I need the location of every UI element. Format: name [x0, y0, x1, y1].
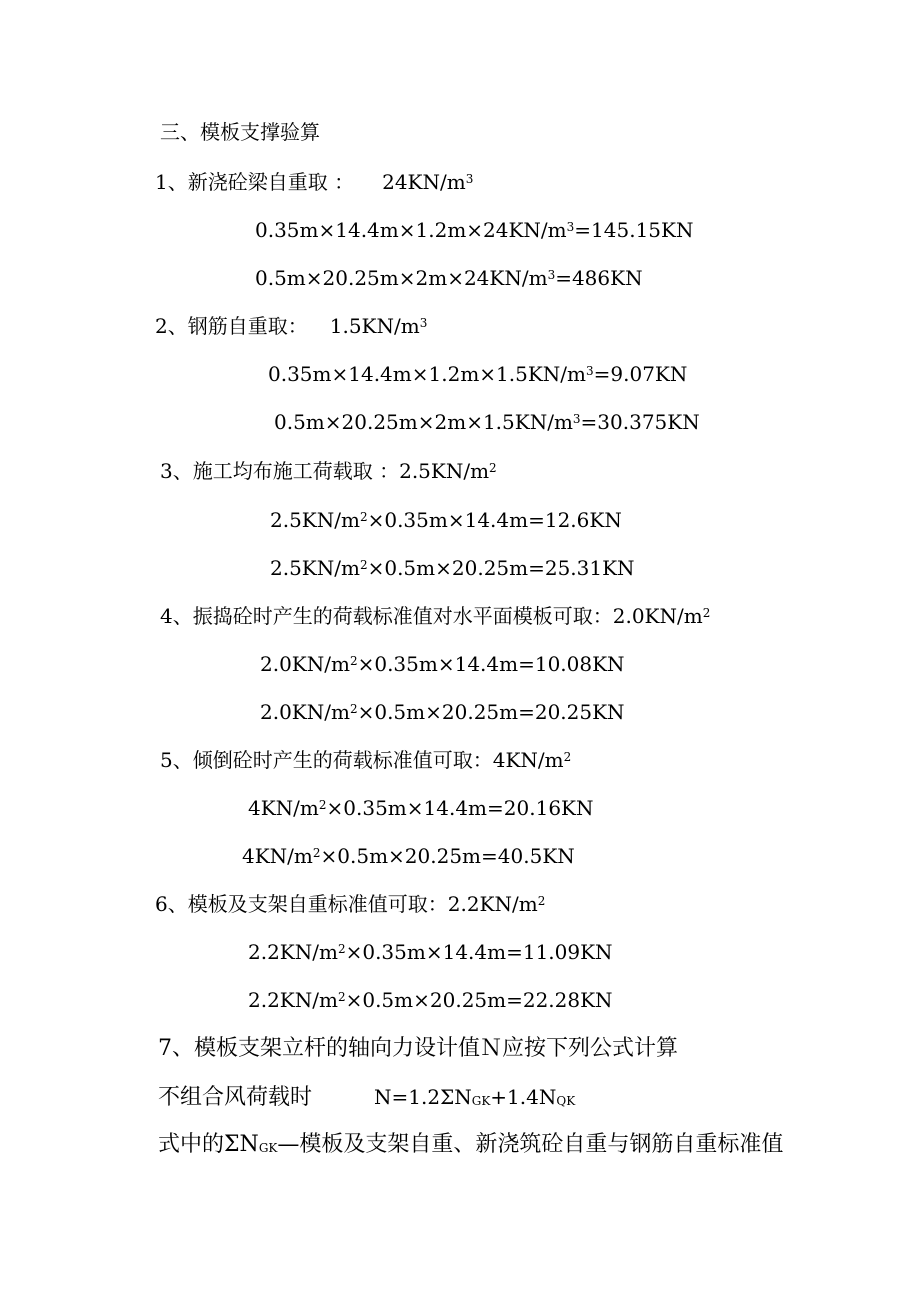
s1-heading: 1、新浇砼梁自重取 ： $24KN/m^3$: [155, 170, 474, 194]
s4-calc-2: $2.0KN/m^2\times 0.5m\times 20.25m=20.25KN$: [260, 700, 625, 724]
formula-label: 不组合风荷载时: [158, 1085, 313, 1110]
s4-calc-1: $2.0KN/m^2\times 0.35m\times 14.4m=10.08KN$: [260, 652, 625, 676]
s1-calc-2: $0.5m\times 20.25m\times 2m\times 24KN/m^3=486KN$: [255, 266, 643, 290]
s6-calc-1: $2.2KN/m^2\times 0.35m\times 14.4m=11.09KN$: [248, 940, 613, 964]
s3-calc-1: $2.5KN/m^2\times 0.35m\times 14.4m=12.6KN$: [270, 508, 622, 532]
s6-calc-2: $2.2KN/m^2\times 0.5m\times 20.25m=22.28KN$: [248, 988, 613, 1012]
s3-heading: 3、施工均布施工荷载取 ：$2.5KN/m^2$: [160, 459, 497, 483]
s5-calc-1: $4KN/m^2\times 0.35m\times 14.4m=20.16KN$: [248, 796, 594, 820]
s7-heading: 7、模板支架立杆的轴向力设计值Ｎ应按下列公式计算: [158, 1036, 678, 1061]
formula-expression: $N=1.2\Sigma N_{GK}+1.4N_{QK}$: [374, 1085, 576, 1109]
s1-calc-1: $0.35m\times 14.4m\times 1.2m\times 24KN/m^3=145.15KN$: [255, 218, 694, 242]
s3-calc-2: $2.5KN/m^2\times 0.5m\times 20.25m=25.31KN$: [270, 556, 635, 580]
definition-line: 式中的$\Sigma N_{GK}—$模板及支架自重、新浇筑砼自重与钢筋自重标准值: [158, 1132, 784, 1157]
s5-heading: 5、倾倒砼时产生的荷载标准值可取：$4KN/m^2$: [160, 748, 572, 772]
s4-heading: 4、振捣砼时产生的荷载标准值对水平面模板可取：$2.0KN/m^2$: [160, 604, 711, 628]
formula-line: [158, 1084, 575, 1111]
s6-heading: 6、模板及支架自重标准值可取：$2.2KN/m^2$: [155, 892, 546, 916]
s2-heading: 2、钢筋自重取： $1.5KN/m^3$: [155, 314, 428, 338]
s2-calc-2: $0.5m\times 20.25m\times 2m\times 1.5KN/m^3=30.375KN$: [274, 410, 700, 434]
s5-calc-2: $4KN/m^2\times 0.5m\times 20.25m=40.5KN$: [242, 844, 575, 868]
section-heading: 三、模板支撑验算: [160, 120, 320, 144]
s2-calc-1: $0.35m\times 14.4m\times 1.2m\times 1.5KN/m^3=9.07KN$: [268, 362, 688, 386]
